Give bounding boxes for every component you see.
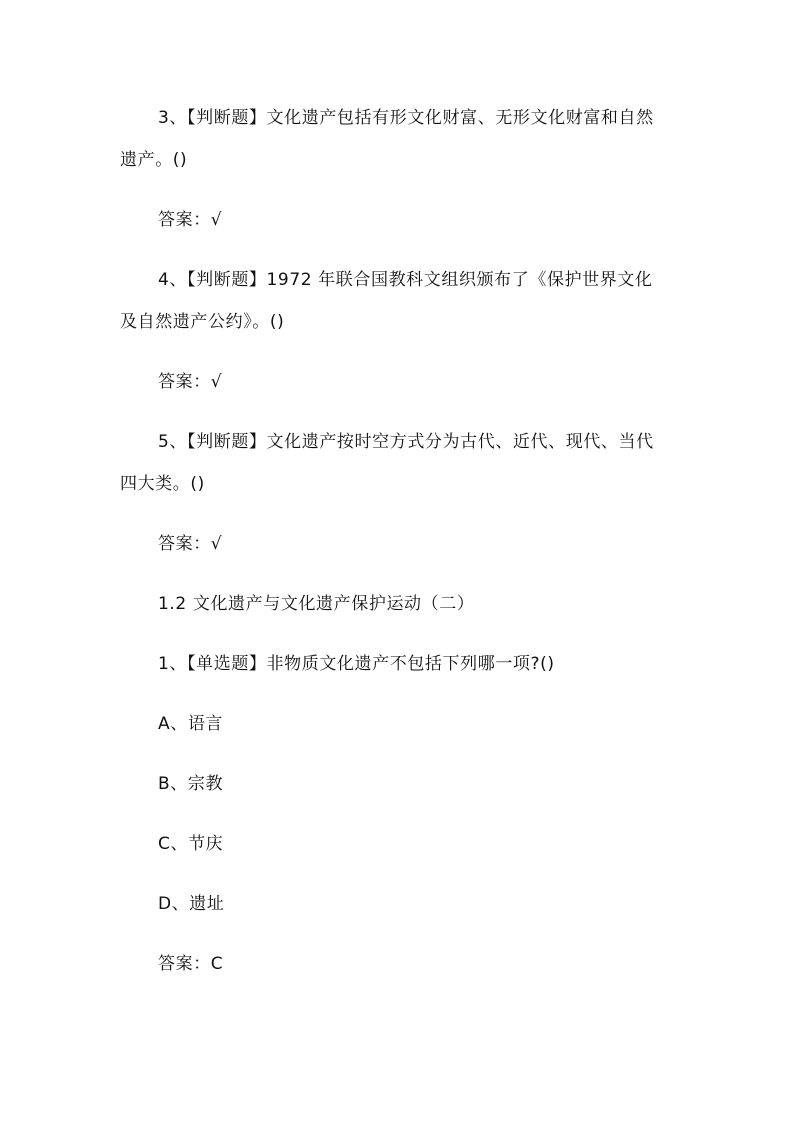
mcq-answer: 答案：C	[158, 954, 224, 974]
question-5-line-1: 5、【判断题】文化遗产按时空方式分为古代、近代、现代、当代	[158, 432, 654, 452]
question-3-line-2: 遗产。()	[120, 150, 188, 170]
answer-3: 答案：√	[158, 210, 223, 230]
mcq-question: 1、【单选题】非物质文化遗产不包括下列哪一项?()	[158, 654, 555, 674]
answer-5: 答案：√	[158, 534, 223, 554]
option-a: A、语言	[158, 714, 224, 734]
answer-4: 答案：√	[158, 372, 223, 392]
question-5-line-2: 四大类。()	[120, 474, 205, 494]
option-d: D、遗址	[158, 894, 225, 914]
section-heading: 1.2 文化遗产与文化遗产保护运动（二）	[158, 594, 475, 614]
question-3-line-1: 3、【判断题】文化遗产包括有形文化财富、无形文化财富和自然	[158, 108, 654, 128]
question-4-line-1: 4、【判断题】1972 年联合国教科文组织颁布了《保护世界文化	[158, 270, 653, 290]
option-b: B、宗教	[158, 774, 224, 794]
option-c: C、节庆	[158, 834, 224, 854]
question-4-line-2: 及自然遗产公约》。()	[120, 312, 285, 332]
